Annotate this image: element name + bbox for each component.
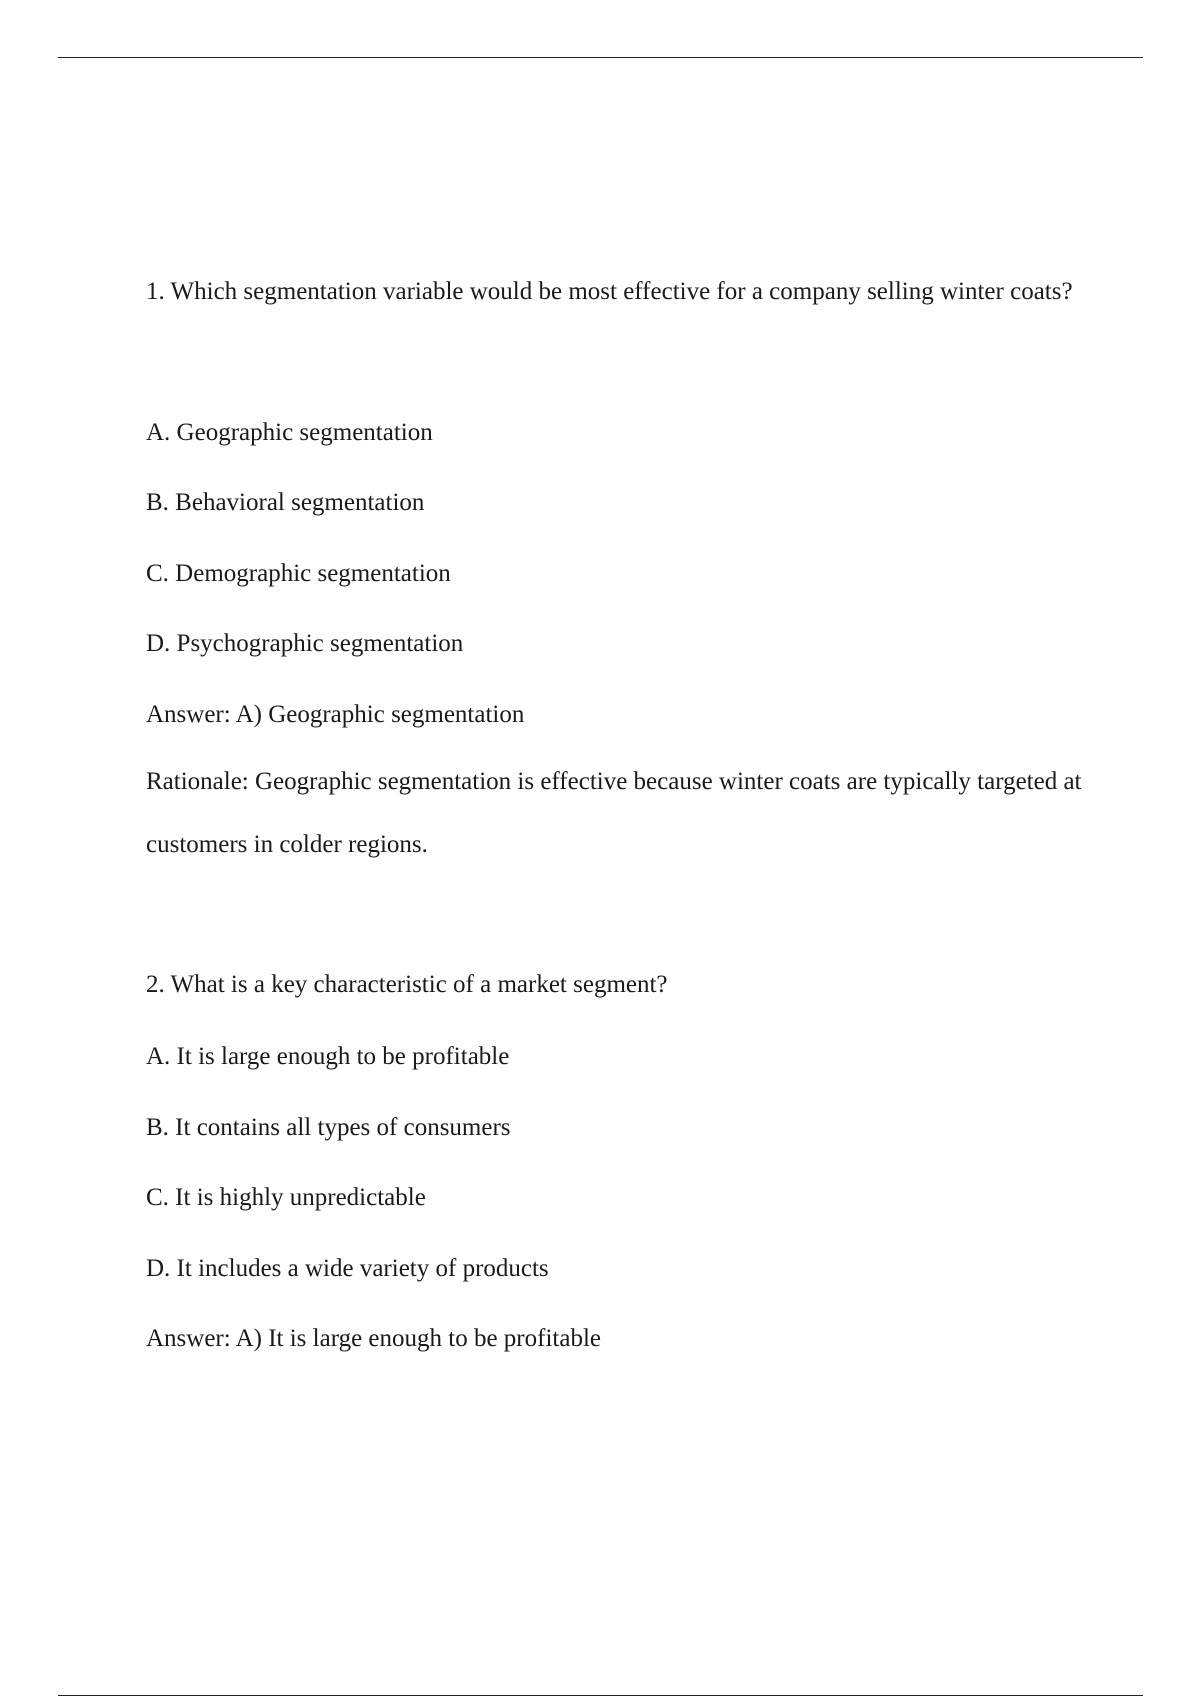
question-2-option-b: B. It contains all types of consumers — [146, 1114, 511, 1141]
question-1-option-d: D. Psychographic segmentation — [146, 630, 464, 657]
question-1-rationale: Rationale: Geographic segmentation is effective because winter coats are typically targeted at customers in colder regions. — [146, 768, 1082, 858]
question-2-option-c: C. It is highly unpredictable — [146, 1184, 426, 1211]
question-1-option-b: B. Behavioral segmentation — [146, 489, 425, 516]
question-1-option-a: A. Geographic segmentation — [146, 419, 433, 446]
question-2-answer: Answer: A) It is large enough to be profitable — [146, 1325, 601, 1352]
question-1-stem: 1. Which segmentation variable would be most effective for a company selling winter coats? — [146, 278, 1073, 305]
question-2-option-d: D. It includes a wide variety of products — [146, 1255, 549, 1282]
bottom-rule — [58, 1695, 1143, 1696]
question-1-option-c: C. Demographic segmentation — [146, 560, 451, 587]
question-1-answer: Answer: A) Geographic segmentation — [146, 701, 525, 728]
top-rule — [58, 57, 1143, 58]
question-2-stem: 2. What is a key characteristic of a market segment? — [146, 971, 668, 998]
question-2-option-a: A. It is large enough to be profitable — [146, 1043, 510, 1070]
